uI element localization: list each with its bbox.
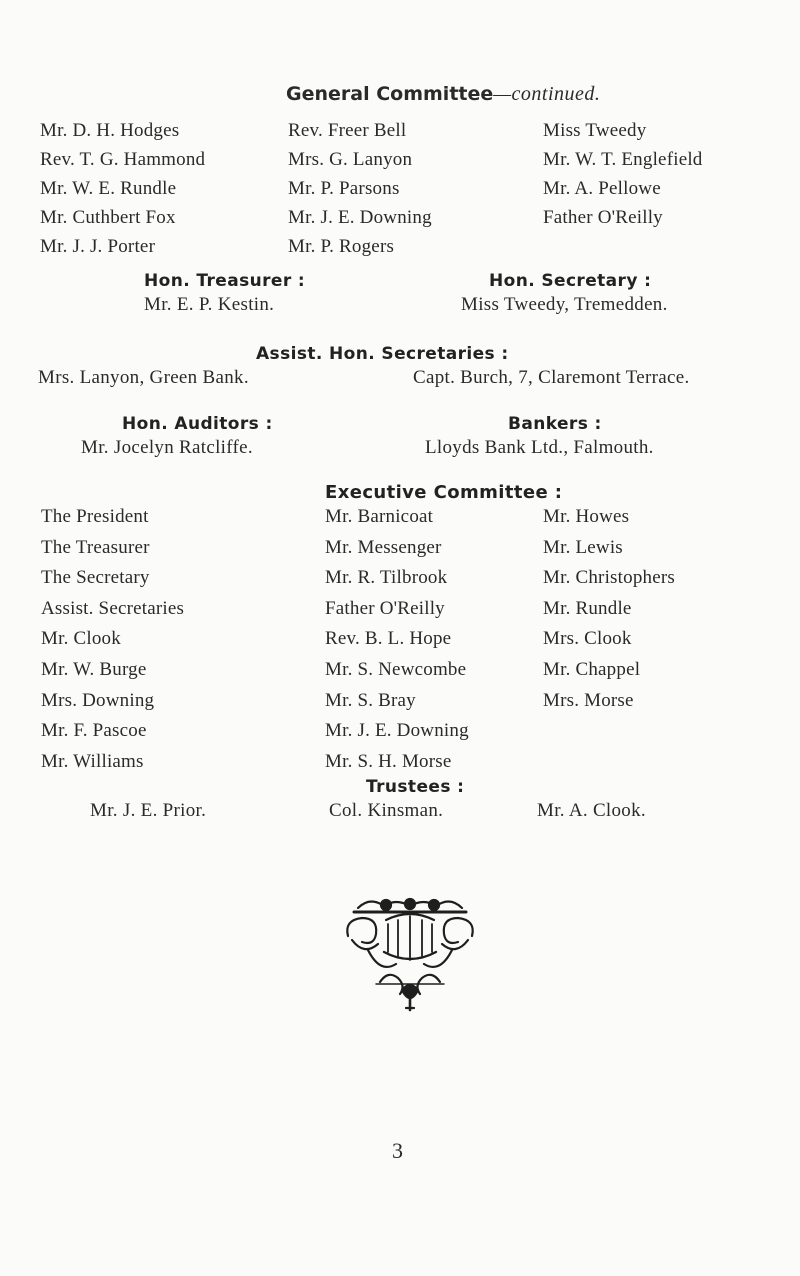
section-title-suffix: —continued. xyxy=(493,83,601,105)
list-item: Mr. P. Parsons xyxy=(288,178,400,199)
list-item: Mr. Cuthbert Fox xyxy=(40,207,176,228)
list-item: Mr. Barnicoat xyxy=(325,506,434,527)
list-item: Mrs. Morse xyxy=(543,689,634,711)
general-committee-col-1 xyxy=(40,116,205,261)
list-item: Mr. Clook xyxy=(41,628,121,650)
list-item: Rev. B. L. Hope xyxy=(325,628,452,650)
assist-secretaries-heading: Assist. Hon. Secretaries : xyxy=(256,344,509,364)
list-item: Miss Tweedy xyxy=(543,120,647,141)
auditors-heading: Hon. Auditors : xyxy=(122,414,273,434)
list-item: Mr. F. Pascoe xyxy=(41,720,147,742)
list-item: Mr. J. E. Downing xyxy=(325,720,469,742)
trustee-name: Mr. A. Clook. xyxy=(537,800,646,821)
bankers-heading: Bankers : xyxy=(508,414,602,434)
floral-ornament-icon xyxy=(340,894,480,1014)
list-item: Rev. T. G. Hammond xyxy=(40,149,206,170)
general-committee-col-3 xyxy=(543,116,703,232)
list-item: Mr. D. H. Hodges xyxy=(40,120,180,141)
list-item: The Secretary xyxy=(41,567,150,589)
trustees-heading: Trustees : xyxy=(366,777,465,797)
assist-secretary-right: Capt. Burch, 7, Claremont Terrace. xyxy=(413,367,690,388)
list-item: Mrs. Downing xyxy=(41,689,155,711)
list-item: Mr. S. H. Morse xyxy=(325,750,452,772)
section-title-main: General Committee xyxy=(286,83,494,105)
list-item: Mr. Williams xyxy=(41,750,144,772)
list-item: Mr. J. J. Porter xyxy=(40,236,156,257)
treasurer-name: Mr. E. P. Kestin. xyxy=(144,294,275,315)
list-item: Rev. Freer Bell xyxy=(288,120,407,141)
list-item: Mr. P. Rogers xyxy=(288,236,395,257)
list-item: Mr. W. E. Rundle xyxy=(40,178,177,199)
list-item: Mrs. G. Lanyon xyxy=(288,149,413,170)
list-item: Mr. J. E. Downing xyxy=(288,207,432,228)
executive-col-1 xyxy=(41,502,184,777)
secretary-heading: Hon. Secretary : xyxy=(489,271,652,291)
bankers-name: Lloyds Bank Ltd., Falmouth. xyxy=(425,437,654,458)
auditors-name: Mr. Jocelyn Ratcliffe. xyxy=(81,437,253,458)
secretary-name: Miss Tweedy, Tremedden. xyxy=(461,294,668,315)
page-number: 3 xyxy=(392,1138,403,1163)
list-item: Mr. Rundle xyxy=(543,597,632,619)
list-item: Father O'Reilly xyxy=(543,207,663,228)
list-item: Mr. S. Newcombe xyxy=(325,658,467,680)
list-item: Mr. S. Bray xyxy=(325,689,416,711)
list-item: Mr. R. Tilbrook xyxy=(325,567,448,589)
executive-committee-heading: Executive Committee : xyxy=(325,482,563,503)
list-item: Mr. W. Burge xyxy=(41,658,147,680)
list-item: Mr. Lewis xyxy=(543,536,623,558)
treasurer-heading: Hon. Treasurer : xyxy=(144,271,306,291)
list-item: Father O'Reilly xyxy=(325,597,445,619)
trustee-name: Mr. J. E. Prior. xyxy=(90,800,207,821)
executive-col-3 xyxy=(543,502,675,716)
general-committee-col-2 xyxy=(288,116,432,261)
list-item: Assist. Secretaries xyxy=(41,597,185,619)
trustee-name: Col. Kinsman. xyxy=(329,800,444,821)
list-item: Mr. Messenger xyxy=(325,536,442,558)
list-item: Mr. Christophers xyxy=(543,567,675,589)
executive-col-2 xyxy=(325,502,469,777)
list-item: The President xyxy=(41,506,149,527)
list-item: Mr. W. T. Englefield xyxy=(543,149,703,170)
assist-secretary-left: Mrs. Lanyon, Green Bank. xyxy=(38,367,249,388)
list-item: The Treasurer xyxy=(41,536,150,558)
list-item: Mr. A. Pellowe xyxy=(543,178,661,199)
section-title xyxy=(286,83,600,106)
list-item: Mrs. Clook xyxy=(543,628,632,650)
list-item: Mr. Howes xyxy=(543,506,630,527)
list-item: Mr. Chappel xyxy=(543,658,641,680)
